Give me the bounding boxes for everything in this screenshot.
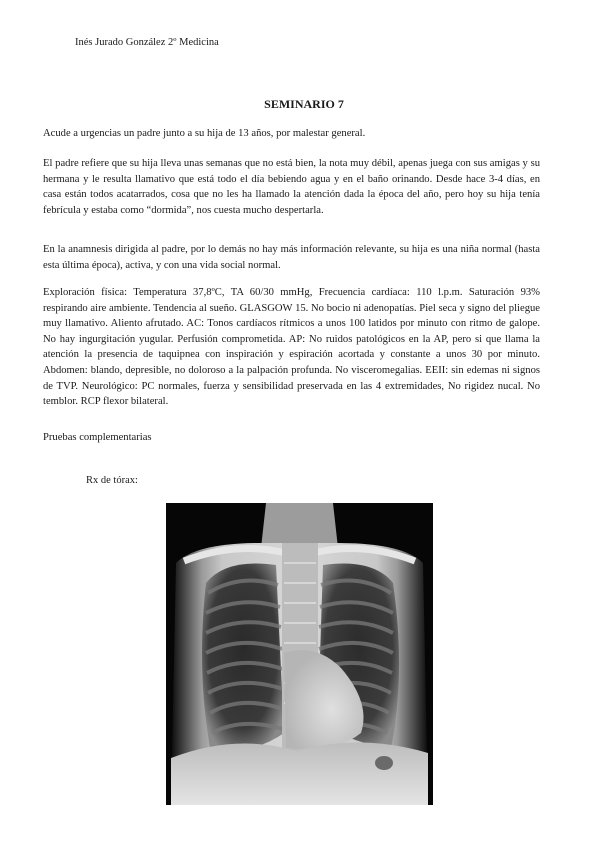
document-title: SEMINARIO 7 — [264, 97, 344, 111]
history-paragraph: El padre refiere que su hija lleva unas semanas que no está bien, la nota muy débil, apenas juega con sus amigas y su hermana y le resulta llamativo que está todo el día bebiendo agua y en el baño orinando. Desde hace 3-4 días, en casa están todos acatarrados, cosa que no les ha llamado la atención dada la época del año, pero hoy su hija tenía febrícula y estaba como “dormida”, nos cuesta mucho despertarla. — [43, 158, 540, 216]
author-header: Inés Jurado González 2º Medicina — [75, 37, 219, 48]
physical-exam-paragraph: Exploración física: Temperatura 37,8ºC, TA 60/30 mmHg, Frecuencia cardíaca: 110 l.p.m. Saturación 93% respirando aire ambiente. Tendencia al sueño. GLASGOW 15. No bocio ni adenopatías. Piel seca y signo del pliegue muy llamativo. Aliento afrutado. AC: Tonos cardíacos rítmicos a unos 100 latidos por minuto con ritmo de galope. No hay ingurgitación yugular. Perfusión comprometida. AP: No ruidos patológicos en la AP, pero si que llama la atención la presencia de taquipnea con inspiración y espiración acortada y constante a unos 30 por minuto. Abdomen: blando, depresible, no doloroso a la palpación profunda. No visceromegalias. EEII: sin edemas ni signos de TVP. Neurológico: PC normales, fuerza y sensibilidad preservada en las 4 extremidades, No rigidez nucal. No temblor. RCP flexor bilateral. — [43, 287, 540, 408]
chest-xray-drawing — [166, 503, 433, 805]
tests-heading: Pruebas complementarias — [43, 432, 152, 443]
xray-caption: Rx de tórax: — [86, 475, 138, 486]
anamnesis-paragraph: En la anamnesis dirigida al padre, por lo demás no hay más información relevante, su hija es una niña normal (hasta esta última época), activa, y con una vida social normal. — [43, 244, 540, 271]
chest-xray-image — [166, 503, 433, 805]
intro-paragraph: Acude a urgencias un padre junto a su hija de 13 años, por malestar general. — [43, 128, 366, 139]
